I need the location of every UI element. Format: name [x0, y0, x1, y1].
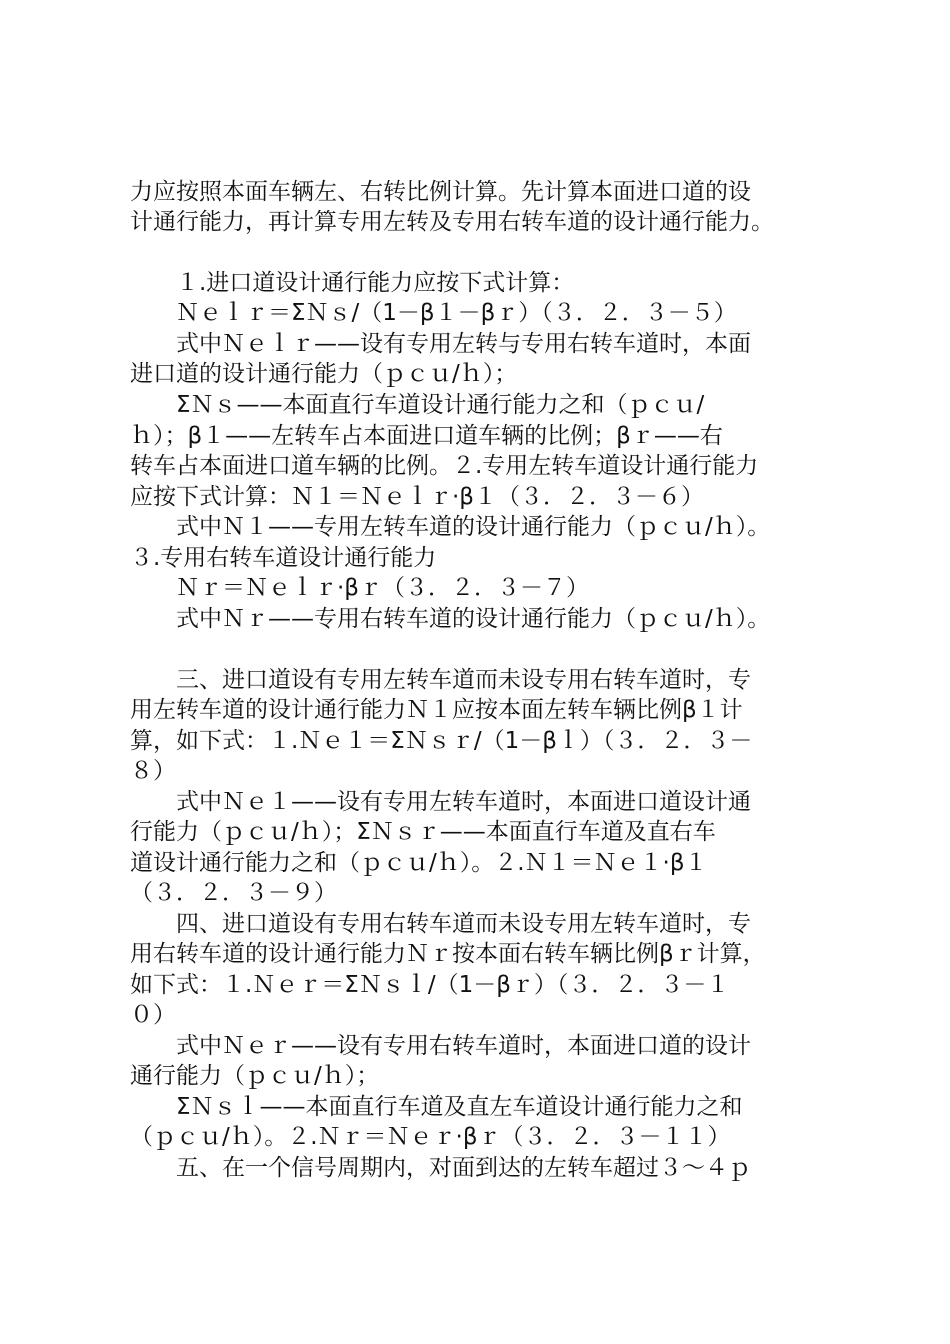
text-line: 式中Ｎｅｌｒ——设有专用左转与专用右转车道时，本面	[130, 331, 751, 357]
text-line: 转车占本面进口道车辆的比例。２.专用左转车道设计通行能力	[130, 453, 759, 479]
text-line: 四、进口道设有专用右转车道而未设专用左转车道时，专	[130, 911, 751, 937]
text-line: ０）	[130, 1002, 176, 1028]
text-line: ｈ）；β１——左转车占本面进口道车辆的比例；βｒ——右	[130, 423, 723, 449]
text-line: １.进口道设计通行能力应按下式计算：	[130, 270, 575, 296]
formula-line: Ｎｅｌｒ＝ΣＮｓ/（1－β１－βｒ）（３．２．３－５）	[130, 300, 737, 326]
blank-line	[130, 236, 930, 268]
blank-line	[130, 633, 930, 665]
text-line: 式中Ｎ１——专用左转车道的设计通行能力（ｐｃｕ/ｈ）。	[130, 514, 771, 540]
text-line: 用右转车道的设计通行能力Ｎｒ按本面右转车辆比例βｒ计算，	[130, 941, 766, 967]
text-line: （ｐｃｕ/ｈ）。２.Ｎｒ＝Ｎｅｒ·βｒ（３．２．３－１１）	[130, 1124, 731, 1150]
text-line: 通行能力（ｐｃｕ/ｈ）；	[130, 1063, 380, 1089]
text-line: 算，如下式：１.Ｎｅ１＝ΣＮｓｒ/（1－βｌ）（３．２．３－	[130, 728, 753, 754]
text-line: 用左转车道的设计通行能力Ｎ１应按本面左转车辆比例β１计	[130, 697, 743, 723]
text-line: ３.专用右转车道设计通行能力	[130, 545, 437, 571]
text-line: 式中Ｎｒ——专用右转车道的设计通行能力（ｐｃｕ/ｈ）。	[130, 606, 771, 632]
text-line: 进口道的设计通行能力（ｐｃｕ/ｈ）；	[130, 361, 518, 387]
text-line: 式中Ｎｅ１——设有专用左转车道时，本面进口道设计通	[130, 789, 751, 815]
text-line: 计通行能力，再计算专用左转及专用右转车道的设计通行能力。	[130, 209, 774, 235]
text-line: 道设计通行能力之和（ｐｃｕ/ｈ）。２.Ｎ１＝Ｎｅ１·β１	[130, 850, 708, 876]
text-line: 三、进口道设有专用左转车道而未设专用右转车道时，专	[130, 667, 751, 693]
text-line: ８）	[130, 758, 176, 784]
text-line: 式中Ｎｅｒ——设有专用右转车道时，本面进口道的设计	[130, 1033, 751, 1059]
text-line: 力应按照本面车辆左、右转比例计算。先计算本面进口道的设	[130, 179, 751, 205]
formula-line: Ｎｒ＝Ｎｅｌｒ·βｒ（３．２．３－７）	[130, 575, 589, 601]
text-line: （３．２．３－９）	[130, 880, 337, 906]
text-line: 五、在一个信号周期内，对面到达的左转车超过３～４ｐ	[130, 1155, 751, 1181]
text-line: 应按下式计算：Ｎ１＝Ｎｅｌｒ·β１（３．２．３－６）	[130, 484, 704, 510]
text-line: ΣＮｓ——本面直行车道设计通行能力之和（ｐｃｕ/	[130, 392, 705, 418]
text-line: ΣＮｓｌ——本面直行车道及直左车道设计通行能力之和	[130, 1094, 743, 1120]
text-line: 如下式：１.Ｎｅｒ＝ΣＮｓｌ/（1－βｒ）（３．２．３－１	[130, 972, 730, 998]
text-line: 行能力（ｐｃｕ/ｈ）；ΣＮｓｒ——本面直行车道及直右车	[130, 819, 716, 845]
